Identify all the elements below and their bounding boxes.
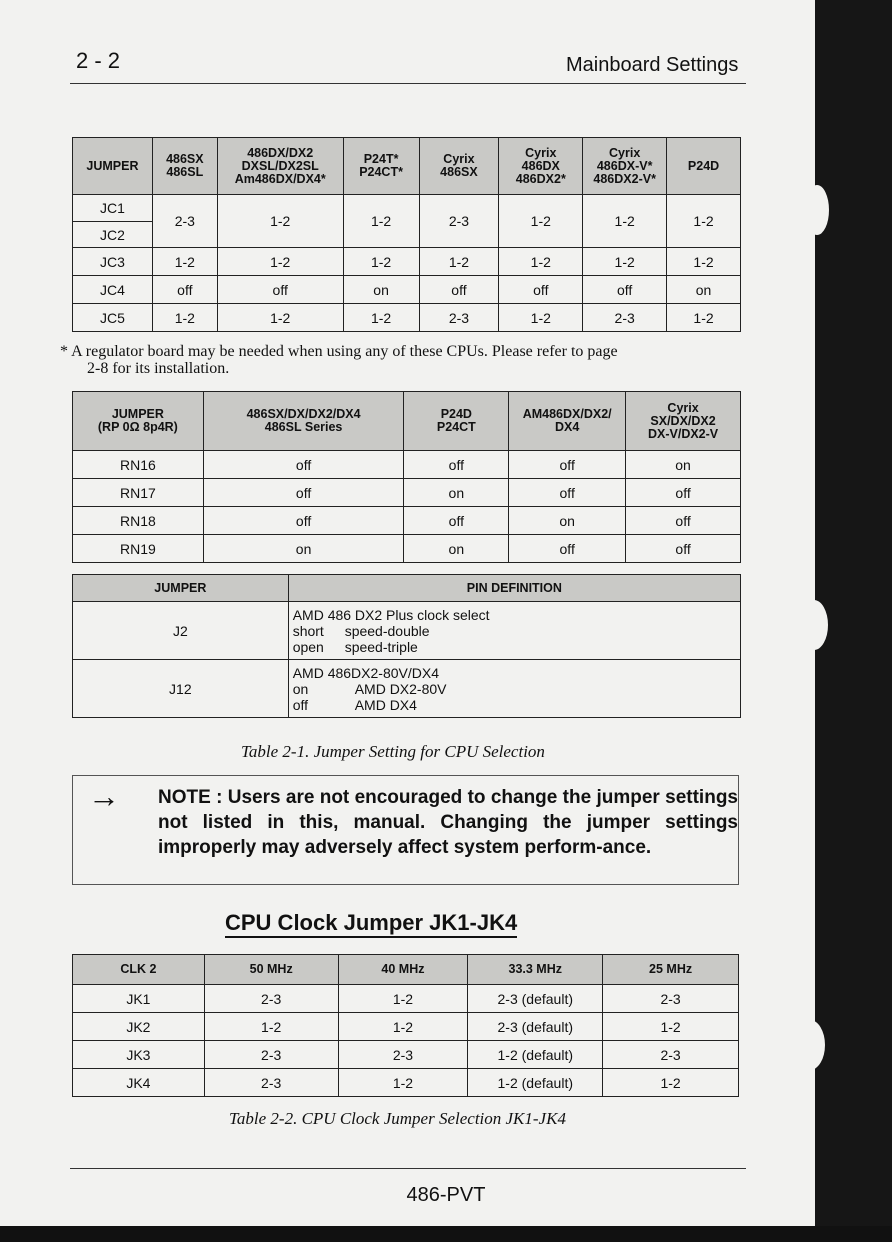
table-cell: 1-2 (338, 1013, 468, 1041)
pin-title: AMD 486DX2-80V/DX4 (292, 664, 439, 681)
table-row (73, 602, 741, 660)
column-header (343, 138, 419, 195)
table-row (73, 1013, 739, 1041)
table-cell: off (583, 276, 667, 304)
pin-effect: AMD DX4 (354, 696, 417, 713)
column-header (583, 138, 667, 195)
column-header (73, 392, 204, 451)
column-header: JUMPER (73, 575, 289, 602)
table-cell: off (509, 451, 626, 479)
row-label: JK4 (73, 1069, 205, 1097)
table-cell: 1-2 (499, 248, 583, 276)
header-line: DX-V/DX2-V (647, 426, 719, 441)
table-cell: off (509, 479, 626, 507)
header-line: 486DX/DX2 (247, 145, 314, 160)
table-row (73, 1069, 739, 1097)
header-line: 486SL Series (264, 420, 343, 434)
column-header: 25 MHz (603, 955, 739, 985)
column-header (152, 138, 217, 195)
table-cell: 1-2 (419, 248, 499, 276)
table-cell: 1-2 (152, 248, 217, 276)
section-title: CPU Clock Jumper JK1-JK4 (225, 910, 517, 938)
column-header (667, 138, 741, 195)
header-line: P24D (440, 407, 472, 421)
row-label: JC5 (73, 304, 153, 332)
table-cell: 2-3 (338, 1041, 468, 1069)
table-cell: 2-3 (583, 304, 667, 332)
table-header-row (73, 575, 741, 602)
header-line: P24CT* (359, 165, 403, 179)
table-cell: 1-2 (499, 195, 583, 248)
table-row (73, 660, 741, 718)
header-line: P24D (687, 158, 720, 173)
column-header (419, 138, 499, 195)
table-cell: 2-3 (603, 1041, 739, 1069)
section-header: Mainboard Settings (566, 54, 739, 76)
table-cell: on (626, 451, 741, 479)
table-cell: 1-2 (217, 195, 343, 248)
column-header (626, 392, 741, 451)
table-cell: off (626, 507, 741, 535)
header-line: P24CT (436, 420, 476, 434)
footnote-line-2: 2-8 for its installation. (87, 360, 230, 377)
header-line: 486SX (166, 152, 204, 166)
pin-setting: on (292, 680, 309, 697)
footnote-line-1: * A regulator board may be needed when using any of these CPUs. Please refer to page (60, 343, 618, 360)
table-row (73, 1041, 739, 1069)
header-line: DXSL/DX2SL (241, 158, 319, 173)
pin-effect: speed-double (344, 622, 430, 639)
table-cell: 1-2 (338, 985, 468, 1013)
column-header (217, 138, 343, 195)
table-cell: 1-2 (667, 304, 741, 332)
header-line: 486DX2* (515, 171, 566, 186)
row-label: RN17 (73, 479, 204, 507)
pin-setting: off (292, 696, 308, 713)
table-cell: on (404, 479, 509, 507)
header-line: Am486DX/DX4* (234, 171, 326, 186)
binding-hole (800, 600, 828, 650)
header-line: DX4 (555, 420, 580, 434)
row-label: RN16 (73, 451, 204, 479)
pin-setting: short (292, 622, 324, 639)
scan-edge-bottom (0, 1226, 892, 1242)
table-cell: 1-2 (217, 248, 343, 276)
table-cell: 1-2 (499, 304, 583, 332)
row-label: JC1 (73, 195, 153, 222)
binding-hole (805, 185, 829, 235)
table-cell: 1-2 (667, 248, 741, 276)
table-cell: 2-3 (603, 985, 739, 1013)
table-row (73, 451, 741, 479)
table-row (73, 304, 741, 332)
table-cell: 1-2 (583, 248, 667, 276)
table-cell: off (499, 276, 583, 304)
table-cell: off (217, 276, 343, 304)
column-header (404, 392, 509, 451)
table-cell: off (626, 535, 741, 563)
table-cell: 1-2 (603, 1069, 739, 1097)
table-cell: off (404, 451, 509, 479)
header-line: Cyrix (667, 400, 699, 415)
table-cell: 1-2 (583, 195, 667, 248)
pin-option (293, 697, 740, 713)
pin-effect: AMD DX2-80V (354, 680, 447, 697)
row-label: JK2 (73, 1013, 205, 1041)
row-label: JK1 (73, 985, 205, 1013)
column-header (203, 392, 404, 451)
table-cell: 2-3 (default) (468, 1013, 603, 1041)
table-cell: 2-3 (152, 195, 217, 248)
column-header (73, 138, 153, 195)
header-line: Cyrix (609, 145, 641, 160)
binding-hole (795, 1020, 825, 1070)
table-cell: on (343, 276, 419, 304)
row-label: JC4 (73, 276, 153, 304)
header-line: (RP 0Ω 8p4R) (97, 420, 178, 434)
table-cell: off (509, 535, 626, 563)
table-row (73, 195, 741, 222)
table-cell: 2-3 (default) (468, 985, 603, 1013)
pin-title: AMD 486 DX2 Plus clock select (292, 606, 490, 623)
table-cell: 2-3 (419, 304, 499, 332)
header-line: AM486DX/DX2/ (522, 407, 612, 421)
table-cell: 1-2 (603, 1013, 739, 1041)
table-cell: off (203, 479, 404, 507)
arrow-icon: → (88, 778, 120, 814)
table-cell: off (419, 276, 499, 304)
column-header (499, 138, 583, 195)
pin-definition-cell (288, 602, 740, 660)
table-cell: 1-2 (343, 304, 419, 332)
table-cell: off (626, 479, 741, 507)
table-cell: 1-2 (343, 248, 419, 276)
table-row (73, 535, 741, 563)
header-line: 486SL (166, 165, 204, 179)
table-cell: 1-2 (667, 195, 741, 248)
row-label: J2 (73, 602, 289, 660)
table-row (73, 276, 741, 304)
note-text: NOTE : Users are not encouraged to change the jumper settings not listed in this, manual. Changing the jumper settings improperly may adversely affect system perform-ance. (158, 787, 738, 858)
header-line: 486DX-V* (596, 158, 653, 173)
row-label: JC2 (73, 222, 153, 248)
header-line: 486DX2-V* (593, 171, 656, 186)
table-cell: on (667, 276, 741, 304)
pin-definition-table (72, 574, 741, 718)
table-cell: 2-3 (204, 985, 338, 1013)
table-cell: on (203, 535, 404, 563)
header-line: 486SX (440, 165, 478, 179)
table-cell: 1-2 (default) (468, 1069, 603, 1097)
footer-rule (70, 1168, 746, 1169)
table-row (73, 479, 741, 507)
table-cell: off (404, 507, 509, 535)
header-line: P24T* (363, 152, 399, 166)
table-header-row (73, 392, 741, 451)
pin-option (293, 681, 740, 697)
row-label: JK3 (73, 1041, 205, 1069)
column-header: 33.3 MHz (468, 955, 603, 985)
pin-definition-cell (288, 660, 740, 718)
table-row (73, 507, 741, 535)
table-row (73, 248, 741, 276)
table-cell: 1-2 (default) (468, 1041, 603, 1069)
table-cell: 1-2 (343, 195, 419, 248)
header-line: Cyrix (443, 152, 475, 166)
table-cell: 1-2 (152, 304, 217, 332)
table-cell: 1-2 (217, 304, 343, 332)
column-header: PIN DEFINITION (288, 575, 740, 602)
pin-effect: speed-triple (344, 638, 418, 655)
table-cell: 2-3 (204, 1041, 338, 1069)
table-cell: off (203, 507, 404, 535)
column-header: 50 MHz (204, 955, 338, 985)
table-cell: off (203, 451, 404, 479)
table-header-row (73, 955, 739, 985)
table-cell: off (152, 276, 217, 304)
clock-jumper-table (72, 954, 739, 1097)
column-header (509, 392, 626, 451)
pin-setting: open (292, 638, 324, 655)
header-line: 486DX (521, 158, 560, 173)
table-row (73, 985, 739, 1013)
header-line: Cyrix (525, 145, 557, 160)
row-label: RN18 (73, 507, 204, 535)
table-cell: 2-3 (204, 1069, 338, 1097)
table-cell: 2-3 (419, 195, 499, 248)
header-line: JUMPER (111, 407, 164, 421)
rn-jumper-table (72, 391, 741, 563)
table-cell: on (509, 507, 626, 535)
pin-option (293, 639, 740, 655)
footnote (60, 343, 730, 377)
header-line: SX/DX/DX2 (650, 413, 716, 428)
table-cell: 1-2 (204, 1013, 338, 1041)
header-line: 486SX/DX/DX2/DX4 (246, 407, 361, 421)
page-number: 2 - 2 (76, 48, 121, 73)
table-cell: 1-2 (338, 1069, 468, 1097)
column-header: CLK 2 (73, 955, 205, 985)
page-footer: 486-PVT (406, 1184, 486, 1206)
table-caption-2: Table 2-2. CPU Clock Jumper Selection JK1-JK4 (229, 1109, 566, 1128)
row-label: JC3 (73, 248, 153, 276)
row-label: J12 (73, 660, 289, 718)
table-caption-1: Table 2-1. Jumper Setting for CPU Selection (241, 742, 545, 761)
column-header: 40 MHz (338, 955, 468, 985)
table-cell: on (404, 535, 509, 563)
table-header-row (73, 138, 741, 195)
pin-option (293, 623, 740, 639)
header-rule (70, 83, 746, 84)
header-line: JUMPER (86, 158, 139, 173)
cpu-jumper-table (72, 137, 741, 332)
row-label: RN19 (73, 535, 204, 563)
